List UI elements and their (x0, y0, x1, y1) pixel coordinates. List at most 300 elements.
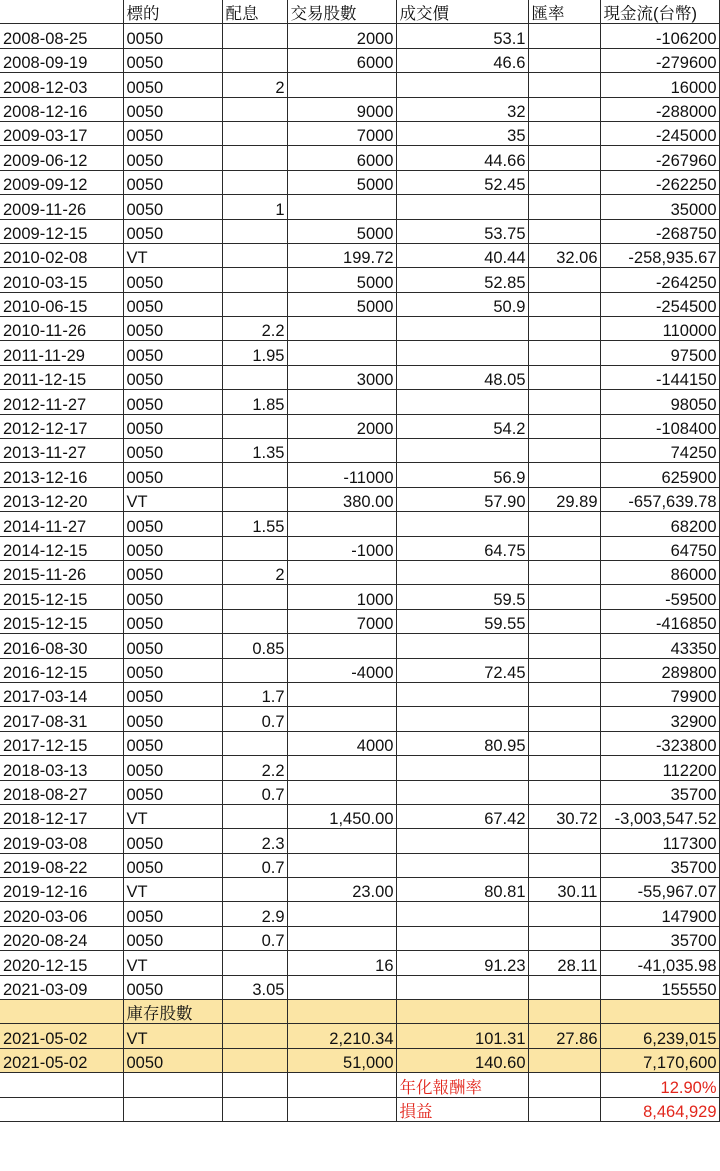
cell-shares[interactable]: 5000 (287, 268, 396, 292)
cell-date[interactable]: 2021-05-02 (0, 1024, 123, 1048)
cell-fx-rate[interactable] (528, 756, 600, 780)
cell-shares[interactable]: -1000 (287, 536, 396, 560)
cell-price[interactable]: 53.1 (396, 24, 528, 48)
cell-ticker[interactable]: 0050 (123, 146, 222, 170)
cell-ticker[interactable]: 0050 (123, 682, 222, 706)
cell-dividend[interactable] (222, 121, 287, 145)
cell-fx-rate[interactable] (528, 268, 600, 292)
cell-cashflow[interactable]: -258,935.67 (600, 243, 719, 267)
cell-dividend[interactable] (222, 536, 287, 560)
cell-ticker[interactable]: 0050 (123, 658, 222, 682)
cell-empty[interactable] (0, 1000, 123, 1024)
cell-shares[interactable] (287, 390, 396, 414)
cell-price[interactable]: 44.66 (396, 146, 528, 170)
cell-cashflow[interactable]: -323800 (600, 731, 719, 755)
summary-value[interactable]: 12.90% (600, 1073, 719, 1097)
cell-dividend[interactable] (222, 487, 287, 511)
cell-empty[interactable] (287, 1073, 396, 1097)
cell-fx-rate[interactable] (528, 48, 600, 72)
cell-date[interactable]: 2019-03-08 (0, 829, 123, 853)
cell-ticker[interactable]: 0050 (123, 268, 222, 292)
cell-dividend[interactable] (222, 1024, 287, 1048)
cell-shares[interactable]: 7000 (287, 121, 396, 145)
cell-price[interactable]: 59.55 (396, 609, 528, 633)
cell-ticker[interactable]: 0050 (123, 341, 222, 365)
summary-label[interactable]: 年化報酬率 (396, 1073, 528, 1097)
cell-ticker[interactable]: 0050 (123, 512, 222, 536)
cell-date[interactable]: 2008-12-03 (0, 73, 123, 97)
cell-date[interactable]: 2010-03-15 (0, 268, 123, 292)
cell-dividend[interactable] (222, 24, 287, 48)
cell-price[interactable]: 32 (396, 97, 528, 121)
cell-shares[interactable]: 1,450.00 (287, 804, 396, 828)
cell-fx-rate[interactable] (528, 585, 600, 609)
cell-dividend[interactable]: 2.2 (222, 317, 287, 341)
cell-date[interactable]: 2018-03-13 (0, 756, 123, 780)
cell-price[interactable]: 80.95 (396, 731, 528, 755)
cell-price[interactable]: 46.6 (396, 48, 528, 72)
cell-ticker[interactable]: 0050 (123, 170, 222, 194)
cell-dividend[interactable]: 1.55 (222, 512, 287, 536)
cell-dividend[interactable]: 2.3 (222, 829, 287, 853)
cell-fx-rate[interactable] (528, 512, 600, 536)
cell-fx-rate[interactable] (528, 536, 600, 560)
cell-price[interactable]: 101.31 (396, 1024, 528, 1048)
cell-fx-rate[interactable] (528, 24, 600, 48)
cell-ticker[interactable]: VT (123, 487, 222, 511)
cell-date[interactable]: 2012-11-27 (0, 390, 123, 414)
cell-cashflow[interactable]: 74250 (600, 439, 719, 463)
cell-fx-rate[interactable] (528, 341, 600, 365)
cell-date[interactable]: 2013-12-16 (0, 463, 123, 487)
cell-price[interactable] (396, 780, 528, 804)
cell-cashflow[interactable]: -279600 (600, 48, 719, 72)
cell-ticker[interactable]: 0050 (123, 707, 222, 731)
cell-price[interactable]: 54.2 (396, 414, 528, 438)
cell-fx-rate[interactable] (528, 219, 600, 243)
cell-price[interactable]: 59.5 (396, 585, 528, 609)
cell-ticker[interactable]: VT (123, 878, 222, 902)
cell-shares[interactable] (287, 439, 396, 463)
cell-ticker[interactable]: 0050 (123, 463, 222, 487)
cell-dividend[interactable] (222, 658, 287, 682)
cell-price[interactable] (396, 341, 528, 365)
cell-cashflow[interactable]: 35000 (600, 195, 719, 219)
cell-shares[interactable]: 16 (287, 951, 396, 975)
cell-fx-rate[interactable] (528, 853, 600, 877)
cell-shares[interactable] (287, 73, 396, 97)
cell-ticker[interactable]: 0050 (123, 536, 222, 560)
cell-cashflow[interactable]: 6,239,015 (600, 1024, 719, 1048)
cell-empty[interactable] (287, 1097, 396, 1121)
header-cell-shares[interactable]: 交易股數 (287, 0, 396, 24)
cell-date[interactable]: 2009-09-12 (0, 170, 123, 194)
cell-dividend[interactable] (222, 219, 287, 243)
cell-date[interactable]: 2021-05-02 (0, 1048, 123, 1072)
cell-fx-rate[interactable] (528, 121, 600, 145)
cell-ticker[interactable]: 0050 (123, 121, 222, 145)
cell-shares[interactable]: 2,210.34 (287, 1024, 396, 1048)
cell-date[interactable]: 2017-12-15 (0, 731, 123, 755)
cell-ticker[interactable]: 0050 (123, 560, 222, 584)
cell-cashflow[interactable]: 43350 (600, 634, 719, 658)
cell-date[interactable]: 2011-12-15 (0, 365, 123, 389)
cell-fx-rate[interactable]: 27.86 (528, 1024, 600, 1048)
cell-ticker[interactable]: 0050 (123, 439, 222, 463)
cell-fx-rate[interactable] (528, 292, 600, 316)
cell-fx-rate[interactable] (528, 658, 600, 682)
cell-ticker[interactable]: 0050 (123, 390, 222, 414)
cell-dividend[interactable]: 1.35 (222, 439, 287, 463)
cell-price[interactable] (396, 975, 528, 999)
cell-fx-rate[interactable] (528, 195, 600, 219)
cell-dividend[interactable] (222, 97, 287, 121)
cell-dividend[interactable]: 0.7 (222, 707, 287, 731)
cell-shares[interactable]: 5000 (287, 292, 396, 316)
cell-cashflow[interactable]: 64750 (600, 536, 719, 560)
cell-shares[interactable]: 4000 (287, 731, 396, 755)
cell-fx-rate[interactable]: 29.89 (528, 487, 600, 511)
cell-empty[interactable] (123, 1073, 222, 1097)
cell-ticker[interactable]: 0050 (123, 317, 222, 341)
cell-cashflow[interactable]: 68200 (600, 512, 719, 536)
cell-cashflow[interactable]: 625900 (600, 463, 719, 487)
cell-dividend[interactable] (222, 609, 287, 633)
cell-dividend[interactable] (222, 268, 287, 292)
cell-dividend[interactable] (222, 1048, 287, 1072)
cell-dividend[interactable]: 0.85 (222, 634, 287, 658)
cell-price[interactable] (396, 829, 528, 853)
cell-cashflow[interactable]: 35700 (600, 853, 719, 877)
cell-empty[interactable] (600, 1000, 719, 1024)
cell-dividend[interactable]: 1.85 (222, 390, 287, 414)
cell-shares[interactable]: 380.00 (287, 487, 396, 511)
cell-date[interactable]: 2009-03-17 (0, 121, 123, 145)
cell-cashflow[interactable]: 79900 (600, 682, 719, 706)
cell-dividend[interactable]: 0.7 (222, 780, 287, 804)
header-cell-fx-rate[interactable]: 匯率 (528, 0, 600, 24)
cell-price[interactable]: 140.60 (396, 1048, 528, 1072)
cell-price[interactable] (396, 756, 528, 780)
cell-price[interactable]: 80.81 (396, 878, 528, 902)
cell-shares[interactable] (287, 560, 396, 584)
cell-empty[interactable] (396, 1000, 528, 1024)
cell-date[interactable]: 2009-12-15 (0, 219, 123, 243)
cell-ticker[interactable]: VT (123, 951, 222, 975)
cell-date[interactable]: 2020-12-15 (0, 951, 123, 975)
cell-shares[interactable] (287, 195, 396, 219)
cell-shares[interactable] (287, 780, 396, 804)
cell-price[interactable]: 40.44 (396, 243, 528, 267)
cell-shares[interactable]: 199.72 (287, 243, 396, 267)
cell-ticker[interactable]: 0050 (123, 634, 222, 658)
cell-price[interactable]: 53.75 (396, 219, 528, 243)
cell-dividend[interactable] (222, 292, 287, 316)
cell-shares[interactable]: 3000 (287, 365, 396, 389)
cell-price[interactable]: 56.9 (396, 463, 528, 487)
cell-ticker[interactable]: 0050 (123, 780, 222, 804)
cell-fx-rate[interactable] (528, 317, 600, 341)
cell-date[interactable]: 2010-06-15 (0, 292, 123, 316)
cell-dividend[interactable] (222, 48, 287, 72)
cell-ticker[interactable]: 0050 (123, 585, 222, 609)
cell-shares[interactable]: 1000 (287, 585, 396, 609)
cell-date[interactable]: 2013-12-20 (0, 487, 123, 511)
cell-shares[interactable] (287, 756, 396, 780)
cell-empty[interactable] (123, 1097, 222, 1121)
cell-cashflow[interactable]: -106200 (600, 24, 719, 48)
cell-ticker[interactable]: 0050 (123, 24, 222, 48)
cell-fx-rate[interactable]: 28.11 (528, 951, 600, 975)
cell-dividend[interactable]: 2 (222, 560, 287, 584)
cell-fx-rate[interactable] (528, 365, 600, 389)
cell-fx-rate[interactable] (528, 682, 600, 706)
cell-fx-rate[interactable] (528, 170, 600, 194)
cell-cashflow[interactable]: -108400 (600, 414, 719, 438)
cell-fx-rate[interactable] (528, 634, 600, 658)
cell-date[interactable]: 2009-11-26 (0, 195, 123, 219)
cell-shares[interactable]: -11000 (287, 463, 396, 487)
cell-cashflow[interactable]: -264250 (600, 268, 719, 292)
cell-date[interactable]: 2017-03-14 (0, 682, 123, 706)
cell-shares[interactable]: 23.00 (287, 878, 396, 902)
cell-ticker[interactable]: 0050 (123, 853, 222, 877)
cell-cashflow[interactable]: 32900 (600, 707, 719, 731)
cell-price[interactable]: 72.45 (396, 658, 528, 682)
cell-ticker[interactable]: 0050 (123, 1048, 222, 1072)
cell-cashflow[interactable]: -288000 (600, 97, 719, 121)
cell-cashflow[interactable]: -254500 (600, 292, 719, 316)
cell-fx-rate[interactable] (528, 560, 600, 584)
cell-price[interactable] (396, 926, 528, 950)
cell-dividend[interactable]: 2.2 (222, 756, 287, 780)
cell-dividend[interactable]: 2.9 (222, 902, 287, 926)
cell-dividend[interactable] (222, 170, 287, 194)
cell-price[interactable]: 35 (396, 121, 528, 145)
cell-dividend[interactable] (222, 146, 287, 170)
cell-fx-rate[interactable] (528, 414, 600, 438)
cell-date[interactable]: 2011-11-29 (0, 341, 123, 365)
cell-date[interactable]: 2009-06-12 (0, 146, 123, 170)
cell-dividend[interactable]: 3.05 (222, 975, 287, 999)
cell-price[interactable] (396, 707, 528, 731)
cell-fx-rate[interactable] (528, 73, 600, 97)
cell-price[interactable] (396, 902, 528, 926)
cell-price[interactable] (396, 634, 528, 658)
cell-dividend[interactable]: 1 (222, 195, 287, 219)
cell-ticker[interactable]: 0050 (123, 195, 222, 219)
cell-shares[interactable] (287, 707, 396, 731)
cell-empty[interactable] (287, 1000, 396, 1024)
header-cell-dividend[interactable]: 配息 (222, 0, 287, 24)
cell-cashflow[interactable]: -262250 (600, 170, 719, 194)
cell-ticker[interactable]: 0050 (123, 975, 222, 999)
cell-ticker[interactable]: 0050 (123, 365, 222, 389)
cell-shares[interactable] (287, 341, 396, 365)
cell-ticker[interactable]: 0050 (123, 414, 222, 438)
cell-dividend[interactable] (222, 365, 287, 389)
cell-date[interactable]: 2019-12-16 (0, 878, 123, 902)
cell-date[interactable]: 2018-08-27 (0, 780, 123, 804)
cell-cashflow[interactable]: -144150 (600, 365, 719, 389)
cell-price[interactable] (396, 560, 528, 584)
cell-date[interactable]: 2015-12-15 (0, 585, 123, 609)
cell-ticker[interactable]: 0050 (123, 902, 222, 926)
cell-date[interactable]: 2016-12-15 (0, 658, 123, 682)
cell-dividend[interactable]: 2 (222, 73, 287, 97)
cell-cashflow[interactable]: 112200 (600, 756, 719, 780)
cell-ticker[interactable]: 0050 (123, 926, 222, 950)
cell-empty[interactable] (528, 1097, 600, 1121)
cell-cashflow[interactable]: 7,170,600 (600, 1048, 719, 1072)
cell-price[interactable]: 57.90 (396, 487, 528, 511)
cell-cashflow[interactable]: -268750 (600, 219, 719, 243)
cell-empty[interactable] (222, 1000, 287, 1024)
cell-price[interactable]: 91.23 (396, 951, 528, 975)
cell-cashflow[interactable]: 35700 (600, 780, 719, 804)
cell-shares[interactable]: 5000 (287, 170, 396, 194)
cell-ticker[interactable]: VT (123, 804, 222, 828)
cell-cashflow[interactable]: 155550 (600, 975, 719, 999)
cell-dividend[interactable] (222, 243, 287, 267)
cell-fx-rate[interactable]: 30.72 (528, 804, 600, 828)
cell-fx-rate[interactable]: 30.11 (528, 878, 600, 902)
cell-price[interactable] (396, 317, 528, 341)
cell-shares[interactable]: 6000 (287, 48, 396, 72)
cell-fx-rate[interactable] (528, 902, 600, 926)
cell-cashflow[interactable]: 97500 (600, 341, 719, 365)
cell-shares[interactable]: 7000 (287, 609, 396, 633)
cell-dividend[interactable] (222, 463, 287, 487)
cell-shares[interactable] (287, 682, 396, 706)
cell-fx-rate[interactable] (528, 463, 600, 487)
header-cell-date[interactable] (0, 0, 123, 24)
cell-price[interactable] (396, 73, 528, 97)
cell-empty[interactable] (0, 1073, 123, 1097)
cell-date[interactable]: 2013-11-27 (0, 439, 123, 463)
header-cell-price[interactable]: 成交價 (396, 0, 528, 24)
cell-date[interactable]: 2018-12-17 (0, 804, 123, 828)
cell-empty[interactable] (222, 1073, 287, 1097)
cell-ticker[interactable]: VT (123, 243, 222, 267)
cell-ticker[interactable]: 0050 (123, 48, 222, 72)
cell-fx-rate[interactable] (528, 439, 600, 463)
cell-dividend[interactable] (222, 804, 287, 828)
cell-shares[interactable]: 2000 (287, 24, 396, 48)
cell-dividend[interactable]: 1.7 (222, 682, 287, 706)
header-cell-cashflow[interactable]: 現金流(台幣) (600, 0, 719, 24)
cell-cashflow[interactable]: 16000 (600, 73, 719, 97)
cell-cashflow[interactable]: -416850 (600, 609, 719, 633)
cell-ticker[interactable]: 0050 (123, 609, 222, 633)
cell-fx-rate[interactable] (528, 1048, 600, 1072)
cell-fx-rate[interactable] (528, 146, 600, 170)
summary-label[interactable]: 損益 (396, 1097, 528, 1121)
cell-price[interactable] (396, 512, 528, 536)
cell-dividend[interactable] (222, 878, 287, 902)
cell-shares[interactable]: 6000 (287, 146, 396, 170)
cell-date[interactable]: 2019-08-22 (0, 853, 123, 877)
cell-dividend[interactable]: 0.7 (222, 853, 287, 877)
cell-date[interactable]: 2010-11-26 (0, 317, 123, 341)
cell-price[interactable] (396, 682, 528, 706)
cell-cashflow[interactable]: -59500 (600, 585, 719, 609)
cell-empty[interactable] (222, 1097, 287, 1121)
cell-price[interactable]: 48.05 (396, 365, 528, 389)
cell-fx-rate[interactable] (528, 829, 600, 853)
cell-ticker[interactable]: 0050 (123, 292, 222, 316)
cell-empty[interactable] (0, 1097, 123, 1121)
cell-dividend[interactable] (222, 951, 287, 975)
cell-date[interactable]: 2020-03-06 (0, 902, 123, 926)
cell-shares[interactable] (287, 902, 396, 926)
cell-empty[interactable] (528, 1000, 600, 1024)
cell-price[interactable]: 50.9 (396, 292, 528, 316)
cell-cashflow[interactable]: 117300 (600, 829, 719, 853)
cell-ticker[interactable]: 0050 (123, 73, 222, 97)
cell-shares[interactable] (287, 317, 396, 341)
cell-ticker[interactable]: 0050 (123, 731, 222, 755)
cell-shares[interactable] (287, 926, 396, 950)
cell-ticker[interactable]: 0050 (123, 97, 222, 121)
cell-price[interactable]: 52.45 (396, 170, 528, 194)
cell-cashflow[interactable]: 289800 (600, 658, 719, 682)
cell-cashflow[interactable]: 35700 (600, 926, 719, 950)
cell-ticker[interactable]: 0050 (123, 829, 222, 853)
cell-dividend[interactable]: 0.7 (222, 926, 287, 950)
cell-date[interactable]: 2020-08-24 (0, 926, 123, 950)
cell-cashflow[interactable]: 86000 (600, 560, 719, 584)
cell-fx-rate[interactable] (528, 707, 600, 731)
cell-fx-rate[interactable] (528, 731, 600, 755)
cell-cashflow[interactable]: 147900 (600, 902, 719, 926)
cell-fx-rate[interactable] (528, 975, 600, 999)
cell-price[interactable] (396, 439, 528, 463)
cell-cashflow[interactable]: -55,967.07 (600, 878, 719, 902)
cell-dividend[interactable] (222, 585, 287, 609)
cell-shares[interactable] (287, 975, 396, 999)
cell-fx-rate[interactable] (528, 780, 600, 804)
cell-shares[interactable] (287, 853, 396, 877)
cell-price[interactable] (396, 853, 528, 877)
cell-ticker[interactable]: 0050 (123, 756, 222, 780)
cell-price[interactable]: 52.85 (396, 268, 528, 292)
cell-ticker[interactable]: VT (123, 1024, 222, 1048)
cell-date[interactable]: 2015-11-26 (0, 560, 123, 584)
cell-date[interactable]: 2015-12-15 (0, 609, 123, 633)
cell-fx-rate[interactable] (528, 97, 600, 121)
cell-shares[interactable]: 9000 (287, 97, 396, 121)
cell-cashflow[interactable]: -3,003,547.52 (600, 804, 719, 828)
cell-cashflow[interactable]: 110000 (600, 317, 719, 341)
cell-shares[interactable]: 51,000 (287, 1048, 396, 1072)
cell-shares[interactable] (287, 829, 396, 853)
cell-dividend[interactable] (222, 414, 287, 438)
cell-cashflow[interactable]: 98050 (600, 390, 719, 414)
cell-ticker[interactable]: 0050 (123, 219, 222, 243)
cell-cashflow[interactable]: -41,035.98 (600, 951, 719, 975)
cell-shares[interactable] (287, 634, 396, 658)
cell-empty[interactable] (528, 1073, 600, 1097)
header-cell-ticker[interactable]: 標的 (123, 0, 222, 24)
cell-dividend[interactable]: 1.95 (222, 341, 287, 365)
cell-date[interactable]: 2012-12-17 (0, 414, 123, 438)
cell-price[interactable] (396, 390, 528, 414)
cell-price[interactable]: 67.42 (396, 804, 528, 828)
cell-shares[interactable]: -4000 (287, 658, 396, 682)
cell-price[interactable] (396, 195, 528, 219)
holdings-label[interactable]: 庫存股數 (123, 1000, 222, 1024)
